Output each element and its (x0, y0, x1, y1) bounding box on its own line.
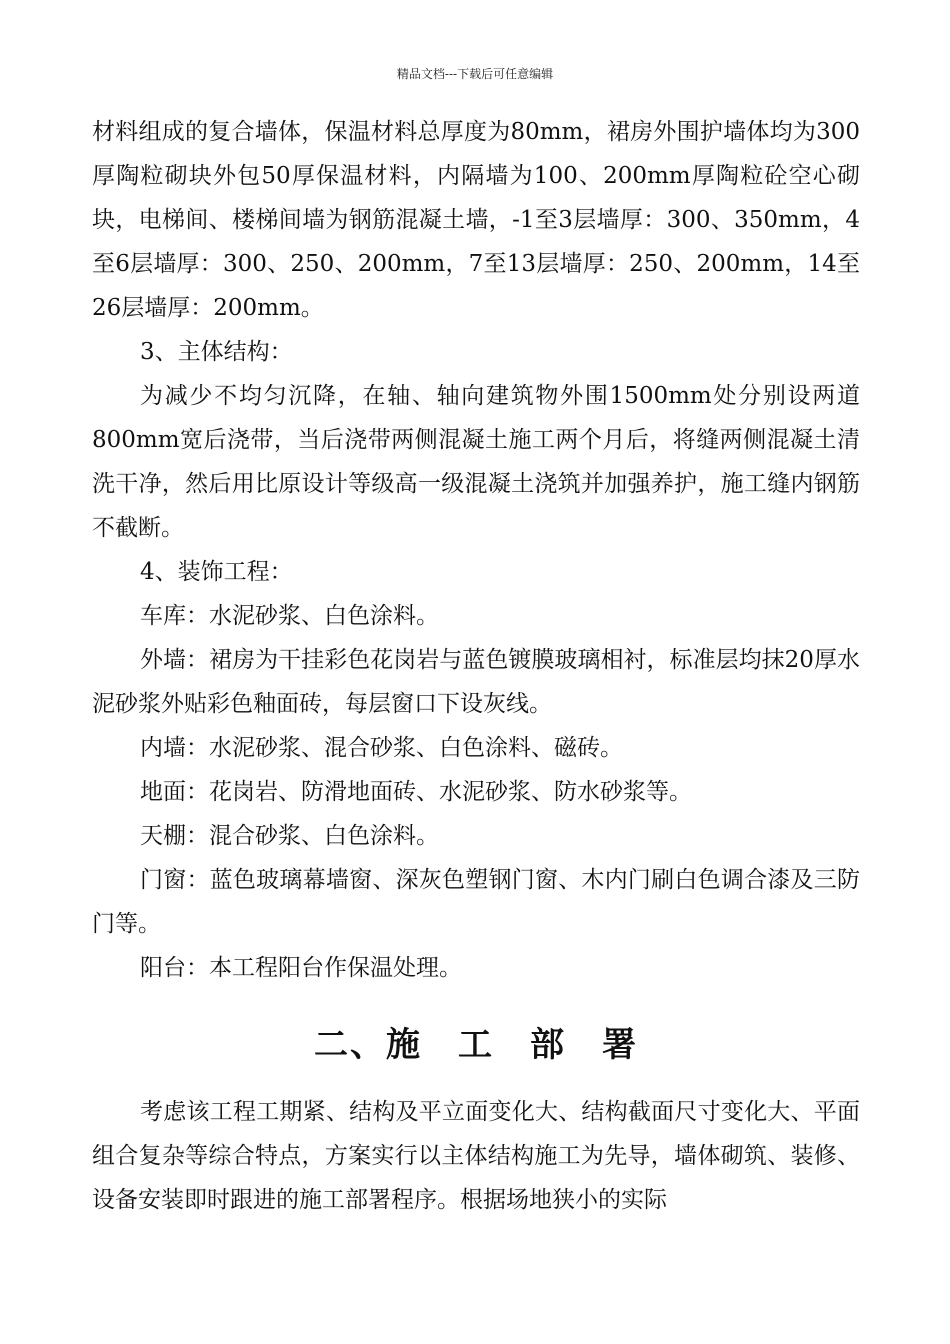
item-floor: 地面：花岗岩、防滑地面砖、水泥砂浆、防水砂浆等。 (140, 779, 692, 805)
paragraph-construction-deployment: 考虑该工程工期紧、结构及平立面变化大、结构截面尺寸变化大、平面组合复杂等综合特点，方案实行以主体结构施工为先导，墙体砌筑、装修、设备安装即时跟进的施工部署程序。根据场地狭小的实际 (92, 1099, 860, 1213)
item-garage: 车库：水泥砂浆、白色涂料。 (140, 603, 439, 629)
item-balcony: 阳台：本工程阳台作保温处理。 (140, 955, 462, 981)
heading-decoration-works: 4、装饰工程： (140, 559, 293, 585)
item-ceiling: 天棚：混合砂浆、白色涂料。 (140, 823, 439, 849)
heading-main-structure: 3、主体结构： (140, 339, 293, 365)
header-note: 精品文档---下载后可任意编辑 (396, 67, 554, 81)
item-doors-windows: 门窗：蓝色玻璃幕墙窗、深灰色塑钢门窗、木内门刷白色调合漆及三防门等。 (92, 867, 860, 937)
item-exterior-wall: 外墙：裙房为干挂彩色花岗岩与蓝色镀膜玻璃相衬，标准层均抹20厚水泥砂浆外贴彩色釉面砖，每层窗口下设灰线。 (92, 647, 860, 717)
item-interior-wall: 内墙：水泥砂浆、混合砂浆、白色涂料、磁砖。 (140, 735, 623, 761)
section-title: 二、施 工 部 署 (314, 1025, 638, 1065)
paragraph-wall-materials: 材料组成的复合墙体，保温材料总厚度为80mm，裙房外围护墙体均为300厚陶粒砌块外包50厚保温材料，内隔墙为100、200mm厚陶粒砼空心砌块，电梯间、楼梯间墙为钢筋混凝土墙，-1至3层墙厚：300、350mm，4至6层墙厚：300、250、200mm，7至13层墙厚：250、200mm，14至26层墙厚：200mm。 (92, 119, 860, 321)
paragraph-post-pour-strip: 为减少不均匀沉降，在轴、轴向建筑物外围1500mm处分别设两道800mm宽后浇带，当后浇带两侧混凝土施工两个月后，将缝两侧混凝土清洗干净，然后用比原设计等级高一级混凝土浇筑并加强养护，施工缝内钢筋不截断。 (92, 383, 860, 541)
document-body (92, 110, 860, 1222)
